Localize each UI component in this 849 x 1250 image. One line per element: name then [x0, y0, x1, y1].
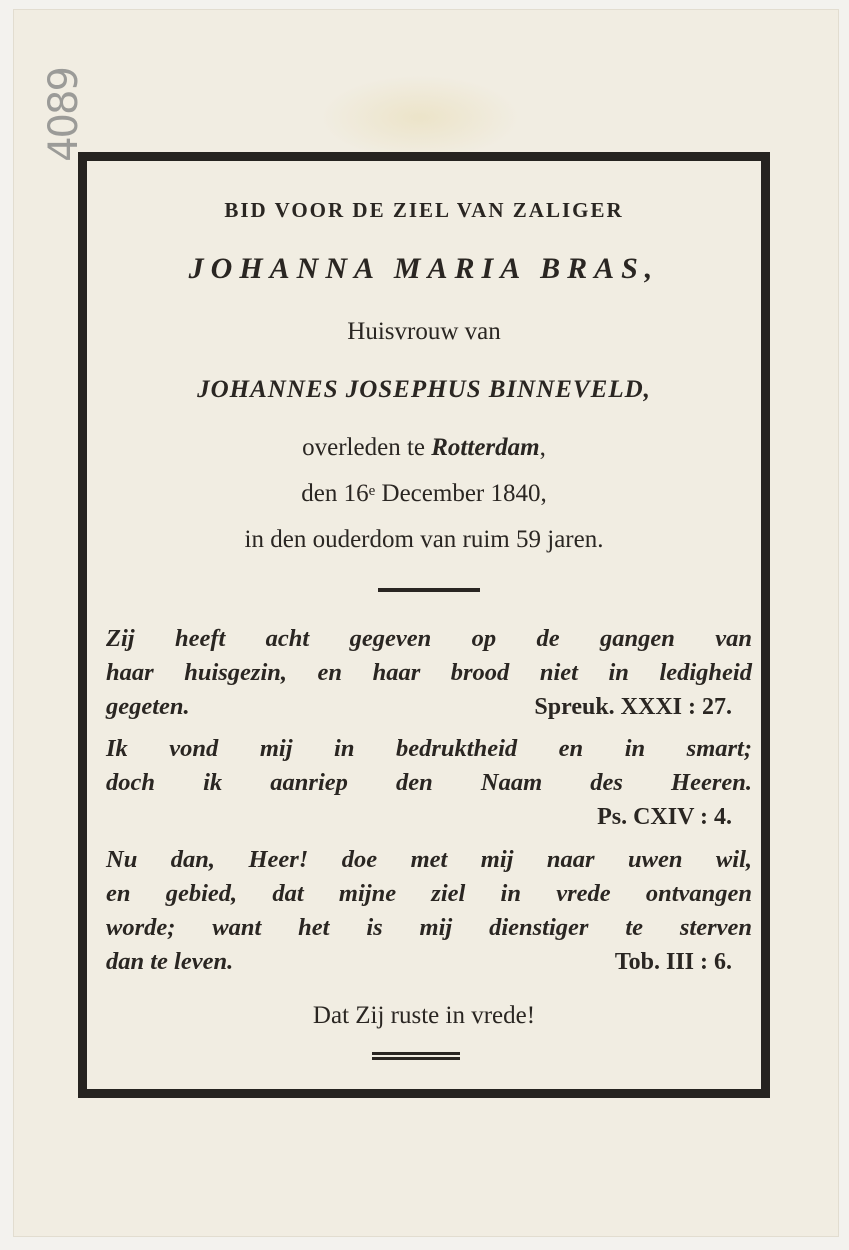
verse-line: en gebied, dat mijne ziel in vrede ontvangen	[106, 880, 752, 907]
died-suffix: ,	[539, 434, 546, 461]
date-suffix: December 1840,	[381, 480, 547, 507]
died-prefix: overleden te	[302, 434, 425, 461]
verse-line: Ik vond mij in bedruktheid en in smart;	[106, 735, 752, 762]
closing-line: Dat Zij ruste in vrede!	[312, 1002, 536, 1029]
verse-line: Nu dan, Heer! doe met mij naar uwen wil,	[106, 846, 752, 873]
double-rule	[372, 1052, 460, 1060]
verse-proverbs	[106, 622, 752, 724]
verse-tobit	[106, 843, 752, 979]
verse-last-line	[106, 945, 752, 979]
verse-reference: Tob. III : 6.	[614, 949, 732, 975]
verse-line: dan te leven.	[106, 948, 234, 975]
date-prefix: den 16	[301, 480, 369, 507]
divider-rule	[378, 588, 480, 592]
date-sup: e	[368, 483, 376, 499]
verse-line: worde; want het is mij dienstiger te sterven	[106, 914, 752, 941]
verse-line: doch ik aanriep den Naam des Heeren.	[106, 769, 752, 796]
death-place: Rotterdam	[431, 434, 540, 461]
pencil-annotation: 4089	[41, 68, 87, 162]
verse-line: gegeten.	[106, 693, 190, 720]
death-date-line	[88, 480, 760, 508]
deceased-name: JOHANNA MARIA BRAS,	[188, 252, 660, 285]
verse-line: haar huisgezin, en haar brood niet in ledigheid	[106, 659, 752, 686]
prayer-heading: BID VOOR DE ZIEL VAN ZALIGER	[224, 198, 624, 222]
verse-psalm	[106, 732, 752, 834]
husband-name: JOHANNES JOSEPHUS BINNEVELD,	[197, 376, 651, 403]
verse-line: Zij heeft acht gegeven op de gangen van	[106, 625, 752, 652]
paper-stain	[320, 75, 520, 160]
verse-reference: Spreuk. XXXI : 27.	[534, 694, 732, 720]
verse-reference: Ps. CXIV : 4.	[597, 804, 732, 830]
verse-last-line	[106, 690, 752, 724]
age-line: in den ouderdom van ruim 59 jaren.	[244, 526, 604, 553]
relation-text: Huisvrouw van	[347, 318, 501, 345]
death-place-line	[88, 434, 760, 462]
